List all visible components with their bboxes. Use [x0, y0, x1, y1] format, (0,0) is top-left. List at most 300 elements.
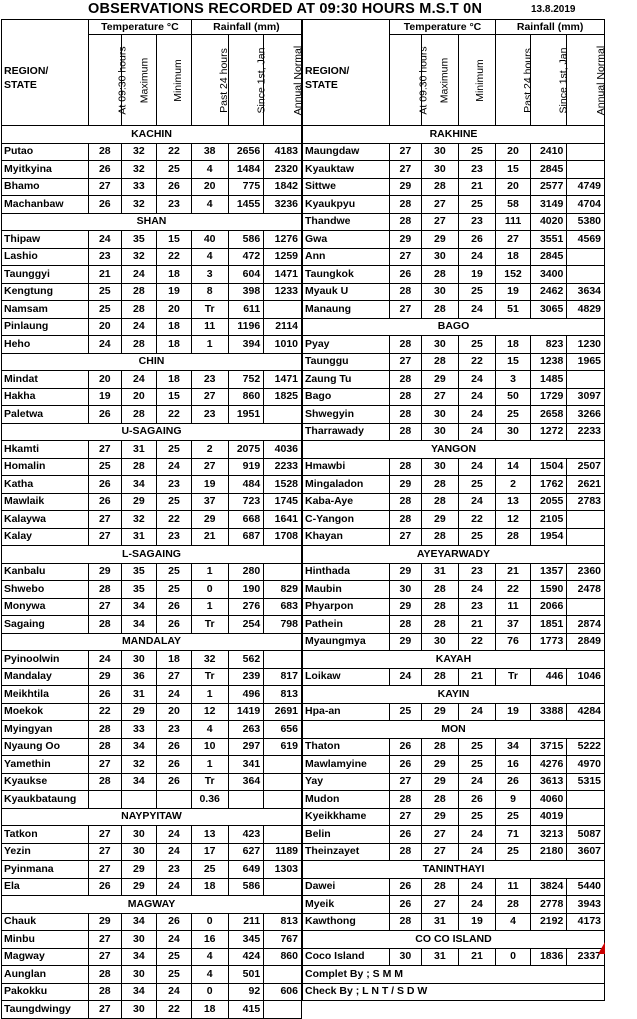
- rain-past24: 51: [496, 301, 530, 319]
- station-row: [2, 756, 302, 774]
- station-name: Myingyan: [2, 721, 89, 739]
- temp-max: 30: [121, 1001, 157, 1019]
- rain-annual-normal: 2233: [264, 458, 302, 476]
- temp-min: 24: [458, 703, 496, 721]
- right-table-body: [303, 126, 605, 1001]
- rain-past24: 15: [496, 353, 530, 371]
- temp-0930: 27: [89, 528, 122, 546]
- temp-max: 29: [121, 493, 157, 511]
- station-row: [303, 196, 605, 214]
- rain-past24: 32: [191, 651, 228, 669]
- rain-since-jan: 2180: [530, 843, 567, 861]
- temp-0930: 26: [389, 266, 421, 284]
- station-row: [303, 581, 605, 599]
- station-name: Mawlamyine: [303, 756, 390, 774]
- rain-past24: 4: [191, 966, 228, 984]
- region-state-header: REGION/ STATE: [303, 20, 390, 126]
- temp-0930: 25: [89, 283, 122, 301]
- region-name: CO CO ISLAND: [303, 931, 605, 949]
- region-row: [2, 896, 302, 914]
- station-name: Kalaywa: [2, 511, 89, 529]
- temp-min: 19: [458, 266, 496, 284]
- rain-past24: 58: [496, 196, 530, 214]
- station-row: [303, 756, 605, 774]
- rain-since-jan: 3400: [530, 266, 567, 284]
- rain-since-jan: 280: [228, 563, 264, 581]
- temp-0930: 27: [89, 598, 122, 616]
- station-name: Kyaukse: [2, 773, 89, 791]
- region-name: MANDALAY: [2, 633, 302, 651]
- temp-min: 25: [157, 948, 192, 966]
- temp-min: 23: [458, 598, 496, 616]
- temp-0930: 26: [389, 896, 421, 914]
- station-name: Hpa-an: [303, 703, 390, 721]
- rain-past24: 20: [496, 143, 530, 161]
- rain-since-jan: 2075: [228, 441, 264, 459]
- station-row: [303, 528, 605, 546]
- rain-since-jan: 2658: [530, 406, 567, 424]
- rain-since-jan: 3213: [530, 826, 567, 844]
- rain-annual-normal: 606: [264, 983, 302, 1001]
- station-name: Pakokku: [2, 983, 89, 1001]
- temp-min: 15: [157, 388, 192, 406]
- rain-since-jan: 254: [228, 616, 264, 634]
- temp-min: 24: [157, 458, 192, 476]
- rain-past24: 40: [191, 231, 228, 249]
- rain-annual-normal: [567, 791, 605, 809]
- rain-since-jan: 1484: [228, 161, 264, 179]
- temp-max: 28: [422, 493, 459, 511]
- station-name: Kanbalu: [2, 563, 89, 581]
- rain-since-jan: 586: [228, 878, 264, 896]
- rain-since-jan: 297: [228, 738, 264, 756]
- temp-min: 25: [458, 476, 496, 494]
- rain-past24: 4: [191, 161, 228, 179]
- rain-annual-normal: 1189: [264, 843, 302, 861]
- station-name: Sittwe: [303, 178, 390, 196]
- rain-past24: 10: [191, 738, 228, 756]
- rain-annual-normal: 619: [264, 738, 302, 756]
- station-name: Phyarpon: [303, 598, 390, 616]
- temp-min: 23: [157, 476, 192, 494]
- station-name: Taunggyi: [2, 266, 89, 284]
- station-name: Mingaladon: [303, 476, 390, 494]
- rain-past24: 76: [496, 633, 530, 651]
- rain-past24: 12: [496, 511, 530, 529]
- temp-0930: 28: [389, 791, 421, 809]
- station-name: Bago: [303, 388, 390, 406]
- station-name: Maungdaw: [303, 143, 390, 161]
- rain-annual-normal: 1233: [264, 283, 302, 301]
- col-since-header: Since 1st, Jan: [530, 35, 567, 126]
- region-row: [2, 808, 302, 826]
- temp-max: 30: [422, 458, 459, 476]
- temp-min: 21: [458, 668, 496, 686]
- temp-max: 34: [121, 773, 157, 791]
- rain-since-jan: 562: [228, 651, 264, 669]
- station-row: [303, 143, 605, 161]
- rain-annual-normal: 1259: [264, 248, 302, 266]
- region-row: [2, 546, 302, 564]
- rain-since-jan: 2462: [530, 283, 567, 301]
- temp-min: 22: [157, 248, 192, 266]
- temp-max: 24: [121, 318, 157, 336]
- col-min-header: Minimum: [157, 35, 192, 126]
- temp-min: 24: [157, 826, 192, 844]
- station-name: Pyinmana: [2, 861, 89, 879]
- rain-annual-normal: [567, 808, 605, 826]
- rain-since-jan: 2577: [530, 178, 567, 196]
- temp-0930: 27: [89, 948, 122, 966]
- rain-annual-normal: 813: [264, 913, 302, 931]
- temp-0930: 26: [89, 493, 122, 511]
- rain-past24: 25: [496, 843, 530, 861]
- station-row: [2, 178, 302, 196]
- station-name: Ann: [303, 248, 390, 266]
- rain-annual-normal: 2478: [567, 581, 605, 599]
- station-row: [303, 388, 605, 406]
- station-name: Ela: [2, 878, 89, 896]
- temp-min: 26: [157, 773, 192, 791]
- temp-min: 24: [458, 773, 496, 791]
- station-name: Mandalay: [2, 668, 89, 686]
- region-state-header: REGION/ STATE: [2, 20, 89, 126]
- rain-past24: 3: [496, 371, 530, 389]
- rain-past24: 71: [496, 826, 530, 844]
- temp-0930: 28: [89, 581, 122, 599]
- station-row: [303, 493, 605, 511]
- rain-past24: 28: [496, 896, 530, 914]
- rain-annual-normal: [264, 563, 302, 581]
- temp-max: 28: [422, 476, 459, 494]
- rain-annual-normal: 1046: [567, 668, 605, 686]
- temp-max: 28: [422, 668, 459, 686]
- temp-max: 35: [121, 563, 157, 581]
- temp-min: 22: [458, 633, 496, 651]
- station-row: [2, 231, 302, 249]
- station-name: Kyaukbataung: [2, 791, 89, 809]
- rain-annual-normal: 5222: [567, 738, 605, 756]
- rain-since-jan: 4060: [530, 791, 567, 809]
- rain-since-jan: 1851: [530, 616, 567, 634]
- rain-past24: 30: [496, 423, 530, 441]
- station-name: Myaungmya: [303, 633, 390, 651]
- temp-max: 32: [121, 248, 157, 266]
- temp-min: 25: [458, 738, 496, 756]
- temp-0930: 26: [389, 826, 421, 844]
- temp-min: 24: [458, 458, 496, 476]
- station-name: Hkamti: [2, 441, 89, 459]
- rain-since-jan: 341: [228, 756, 264, 774]
- rain-annual-normal: 4704: [567, 196, 605, 214]
- rain-annual-normal: [567, 371, 605, 389]
- temp-min: 24: [458, 493, 496, 511]
- rain-annual-normal: 2114: [264, 318, 302, 336]
- temp-0930: 28: [389, 511, 421, 529]
- temp-max: 28: [422, 178, 459, 196]
- left-observation-table: [1, 19, 305, 1019]
- temp-min: 23: [157, 196, 192, 214]
- temp-min: 24: [458, 388, 496, 406]
- temp-0930: 28: [89, 966, 122, 984]
- rain-since-jan: 1272: [530, 423, 567, 441]
- rain-since-jan: 496: [228, 686, 264, 704]
- rain-past24: 14: [496, 458, 530, 476]
- rain-annual-normal: 2691: [264, 703, 302, 721]
- temp-0930: 25: [89, 458, 122, 476]
- temp-max: 33: [121, 721, 157, 739]
- station-row: [2, 318, 302, 336]
- temp-0930: 19: [89, 388, 122, 406]
- rain-past24: 9: [496, 791, 530, 809]
- rain-past24: Tr: [496, 668, 530, 686]
- station-name: Yay: [303, 773, 390, 791]
- rain-annual-normal: [567, 266, 605, 284]
- station-name: Theinzayet: [303, 843, 390, 861]
- temp-0930: 27: [89, 931, 122, 949]
- region-row: [303, 651, 605, 669]
- rain-annual-normal: 3236: [264, 196, 302, 214]
- station-row: [2, 283, 302, 301]
- col-past24-header: Past 24 hours: [191, 35, 228, 126]
- rain-annual-normal: 860: [264, 948, 302, 966]
- temp-min: 26: [157, 756, 192, 774]
- rain-since-jan: 2066: [530, 598, 567, 616]
- station-name: Pinlaung: [2, 318, 89, 336]
- station-row: [2, 161, 302, 179]
- region-name: SHAN: [2, 213, 302, 231]
- rain-past24: 2: [496, 476, 530, 494]
- station-row: [2, 458, 302, 476]
- station-name: Kaba-Aye: [303, 493, 390, 511]
- temp-0930: 26: [89, 878, 122, 896]
- rain-annual-normal: 1825: [264, 388, 302, 406]
- col-max-header: Maximum: [422, 35, 459, 126]
- rain-since-jan: [228, 791, 264, 809]
- rain-annual-normal: 1471: [264, 266, 302, 284]
- rain-annual-normal: 2507: [567, 458, 605, 476]
- rain-since-jan: 484: [228, 476, 264, 494]
- temperature-header: Temperature °C: [89, 20, 192, 35]
- rain-annual-normal: 4036: [264, 441, 302, 459]
- region-name: KAYIN: [303, 686, 605, 704]
- station-row: [303, 791, 605, 809]
- station-row: [303, 336, 605, 354]
- station-name: Taungkok: [303, 266, 390, 284]
- temp-0930: 29: [389, 476, 421, 494]
- rain-annual-normal: 3266: [567, 406, 605, 424]
- temp-min: 22: [157, 143, 192, 161]
- temp-max: 30: [422, 161, 459, 179]
- rain-past24: 4: [191, 196, 228, 214]
- temp-min: 24: [458, 826, 496, 844]
- temp-min: 25: [458, 336, 496, 354]
- station-name: Machanbaw: [2, 196, 89, 214]
- station-name: Homalin: [2, 458, 89, 476]
- temp-0930: 26: [389, 738, 421, 756]
- rain-past24: 27: [191, 458, 228, 476]
- rain-past24: 18: [191, 1001, 228, 1019]
- rain-past24: 152: [496, 266, 530, 284]
- station-name: Loikaw: [303, 668, 390, 686]
- rain-annual-normal: [567, 598, 605, 616]
- col-annual-header: Annual Normal: [264, 35, 302, 126]
- rain-annual-normal: 2360: [567, 563, 605, 581]
- temp-0930: 27: [389, 528, 421, 546]
- temp-max: 28: [121, 336, 157, 354]
- region-name: BAGO: [303, 318, 605, 336]
- rain-since-jan: 345: [228, 931, 264, 949]
- temp-min: 24: [458, 878, 496, 896]
- station-row: [2, 948, 302, 966]
- temp-max: 30: [422, 283, 459, 301]
- rain-since-jan: 611: [228, 301, 264, 319]
- rain-annual-normal: 817: [264, 668, 302, 686]
- station-row: [303, 161, 605, 179]
- rain-annual-normal: 4569: [567, 231, 605, 249]
- rain-since-jan: 3388: [530, 703, 567, 721]
- region-name: CHIN: [2, 353, 302, 371]
- station-name: Kyauktaw: [303, 161, 390, 179]
- temp-min: 26: [458, 231, 496, 249]
- temp-max: 35: [121, 231, 157, 249]
- rain-past24: 21: [191, 528, 228, 546]
- rain-annual-normal: 1471: [264, 371, 302, 389]
- station-row: [2, 721, 302, 739]
- col-min-header: Minimum: [458, 35, 496, 126]
- temp-0930: 28: [389, 458, 421, 476]
- region-name: L-SAGAING: [2, 546, 302, 564]
- rain-past24: 19: [496, 283, 530, 301]
- region-row: [303, 931, 605, 949]
- station-row: [303, 511, 605, 529]
- temp-0930: 27: [389, 773, 421, 791]
- station-row: [303, 826, 605, 844]
- temp-0930: 27: [89, 861, 122, 879]
- rain-annual-normal: 1303: [264, 861, 302, 879]
- region-name: YANGON: [303, 441, 605, 459]
- rain-past24: 38: [191, 143, 228, 161]
- temp-0930: 28: [389, 371, 421, 389]
- temp-min: 25: [157, 493, 192, 511]
- right-observation-table: [302, 19, 608, 1001]
- station-name: Nyaung Oo: [2, 738, 89, 756]
- temp-min: 22: [458, 511, 496, 529]
- temp-min: 22: [157, 1001, 192, 1019]
- rain-since-jan: 1954: [530, 528, 567, 546]
- temp-0930: 28: [389, 616, 421, 634]
- temp-0930: 27: [89, 826, 122, 844]
- station-name: Hinthada: [303, 563, 390, 581]
- col-0930-header: At 09:30 hours: [389, 35, 421, 126]
- rain-since-jan: 1773: [530, 633, 567, 651]
- temp-0930: 29: [389, 563, 421, 581]
- station-name: Bhamo: [2, 178, 89, 196]
- temp-min: 21: [458, 616, 496, 634]
- rain-annual-normal: 1276: [264, 231, 302, 249]
- rain-past24: Tr: [191, 301, 228, 319]
- temp-min: 25: [458, 196, 496, 214]
- rain-annual-normal: 656: [264, 721, 302, 739]
- rain-past24: 18: [496, 248, 530, 266]
- rain-since-jan: 423: [228, 826, 264, 844]
- temp-max: 28: [422, 878, 459, 896]
- station-row: [2, 966, 302, 984]
- temp-min: 24: [157, 983, 192, 1001]
- station-name: Mudon: [303, 791, 390, 809]
- rain-past24: 25: [496, 808, 530, 826]
- temp-max: 31: [121, 441, 157, 459]
- rain-past24: 13: [496, 493, 530, 511]
- temp-min: 20: [157, 703, 192, 721]
- rain-annual-normal: 2783: [567, 493, 605, 511]
- temp-min: 24: [458, 843, 496, 861]
- rain-since-jan: 446: [530, 668, 567, 686]
- rain-annual-normal: 2337: [567, 948, 605, 966]
- rain-annual-normal: 5087: [567, 826, 605, 844]
- region-row: [2, 353, 302, 371]
- rain-since-jan: 3551: [530, 231, 567, 249]
- temp-max: 30: [422, 248, 459, 266]
- rain-annual-normal: [264, 406, 302, 424]
- region-row: [303, 318, 605, 336]
- temp-min: 25: [157, 966, 192, 984]
- temp-0930: 20: [89, 318, 122, 336]
- temp-max: 27: [422, 196, 459, 214]
- rain-since-jan: 3065: [530, 301, 567, 319]
- region-name: TANINTHAYI: [303, 861, 605, 879]
- temp-max: 31: [121, 686, 157, 704]
- region-name: KAYAH: [303, 651, 605, 669]
- rain-past24: 23: [191, 406, 228, 424]
- station-name: Katha: [2, 476, 89, 494]
- temp-max: 29: [422, 231, 459, 249]
- rain-since-jan: 394: [228, 336, 264, 354]
- region-name: RAKHINE: [303, 126, 605, 144]
- rain-since-jan: 2192: [530, 913, 567, 931]
- rain-since-jan: 627: [228, 843, 264, 861]
- rain-past24: 26: [496, 773, 530, 791]
- station-row: [2, 441, 302, 459]
- temp-max: 28: [121, 458, 157, 476]
- temp-min: 24: [157, 878, 192, 896]
- rain-past24: 1: [191, 686, 228, 704]
- rain-past24: 25: [496, 406, 530, 424]
- station-name: Kawthong: [303, 913, 390, 931]
- temp-max: 30: [422, 336, 459, 354]
- temp-max: 27: [422, 896, 459, 914]
- temp-0930: 28: [389, 913, 421, 931]
- temp-min: 24: [458, 581, 496, 599]
- rain-annual-normal: 2320: [264, 161, 302, 179]
- rain-since-jan: 919: [228, 458, 264, 476]
- temp-max: 30: [422, 143, 459, 161]
- rain-past24: 16: [191, 931, 228, 949]
- col-since-header: Since 1st, Jan: [228, 35, 264, 126]
- rain-past24: 4: [496, 913, 530, 931]
- temp-0930: 28: [89, 773, 122, 791]
- station-row: [303, 283, 605, 301]
- temp-max: 24: [121, 266, 157, 284]
- rain-annual-normal: 1230: [567, 336, 605, 354]
- temp-max: 33: [121, 178, 157, 196]
- rainfall-header: Rainfall (mm): [496, 20, 605, 35]
- temp-max: 30: [121, 931, 157, 949]
- rain-annual-normal: 1708: [264, 528, 302, 546]
- temp-0930: 30: [389, 948, 421, 966]
- station-name: Mawlaik: [2, 493, 89, 511]
- region-row: [303, 861, 605, 879]
